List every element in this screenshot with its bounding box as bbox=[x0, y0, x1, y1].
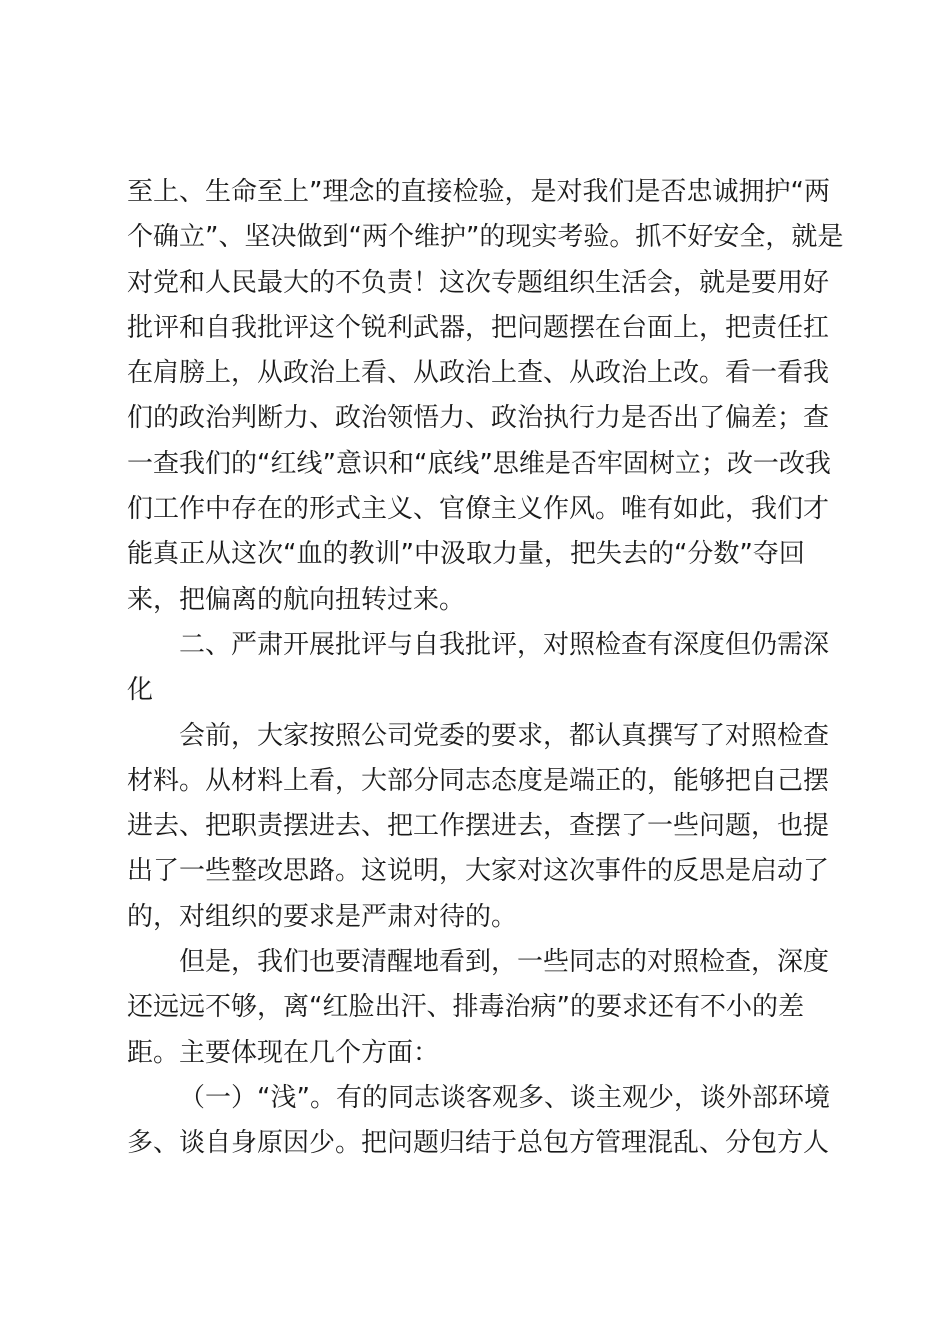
body-line: 至上、生命至上”理念的直接检验，是对我们是否忠诚拥护“两 bbox=[127, 177, 830, 207]
body-line: 但是，我们也要清醒地看到，一些同志的对照检查，深度 bbox=[179, 947, 830, 978]
body-line: 材料。从材料上看，大部分同志态度是端正的，能够把自己摆 bbox=[127, 765, 830, 796]
body-line: 们工作中存在的形式主义、官僚主义作风。唯有如此，我们才 bbox=[127, 494, 830, 525]
body-line: 会前，大家按照公司党委的要求，都认真撰写了对照检查 bbox=[179, 720, 830, 751]
subsection-line: （一）“浅”。有的同志谈客观多、谈主观少，谈外部环境 bbox=[179, 1082, 830, 1113]
body-line: 批评和自我批评这个锐利武器，把问题摆在台面上，把责任扛 bbox=[127, 312, 830, 343]
body-line: 距。主要体现在几个方面： bbox=[127, 1037, 440, 1068]
body-line: 的，对组织的要求是严肃对待的。 bbox=[127, 901, 518, 932]
section-heading-continuation: 化 bbox=[127, 675, 154, 706]
body-line: 一查我们的“红线”意识和“底线”思维是否牢固树立；改一改我 bbox=[127, 448, 831, 479]
body-line: 对党和人民最大的不负责！这次专题组织生活会，就是要用好 bbox=[127, 267, 830, 298]
section-heading: 二、严肃开展批评与自我批评，对照检查有深度但仍需深 bbox=[179, 629, 830, 660]
document-body bbox=[127, 170, 844, 1167]
body-line: 个确立”、坚决做到“两个维护”的现实考验。抓不好安全，就是 bbox=[127, 222, 844, 253]
body-line: 进去、把职责摆进去、把工作摆进去，查摆了一些问题，也提 bbox=[127, 811, 830, 842]
body-line: 能真正从这次“血的教训”中汲取力量，把失去的“分数”夺回 bbox=[127, 539, 805, 570]
body-line: 出了一些整改思路。这说明，大家对这次事件的反思是启动了 bbox=[127, 856, 830, 887]
body-line: 还远远不够，离“红脸出汗、排毒治病”的要求还有不小的差 bbox=[127, 992, 804, 1023]
body-line: 多、谈自身原因少。把问题归结于总包方管理混乱、分包方人 bbox=[127, 1128, 830, 1159]
body-line: 在肩膀上，从政治上看、从政治上查、从政治上改。看一看我 bbox=[127, 358, 830, 389]
body-line: 们的政治判断力、政治领悟力、政治执行力是否出了偏差；查 bbox=[127, 403, 830, 434]
body-line: 来，把偏离的航向扭转过来。 bbox=[127, 584, 466, 615]
